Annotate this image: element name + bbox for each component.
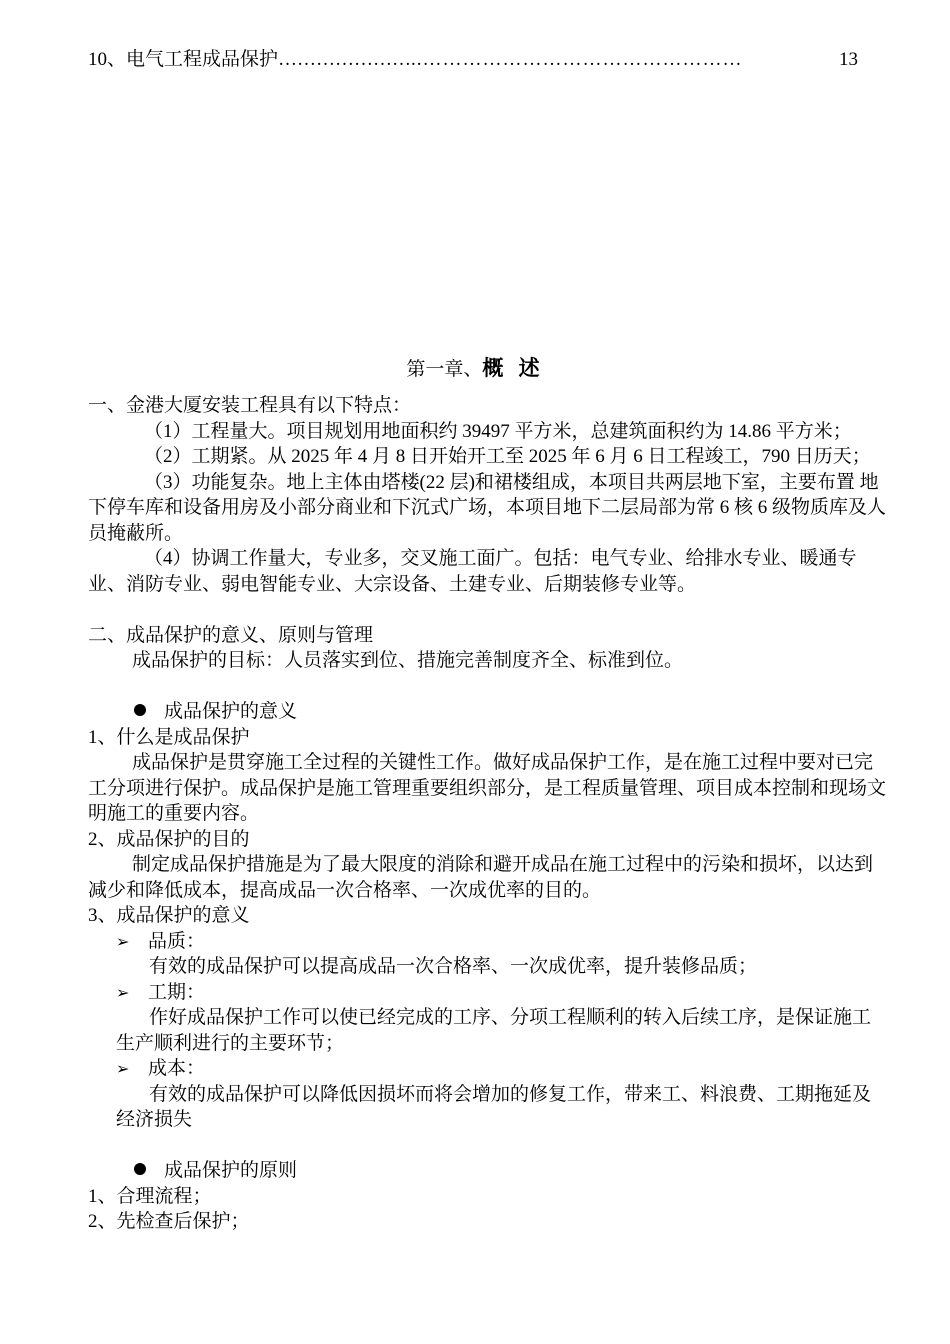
feature-item: （2）工期紧。从 2025 年 4 月 8 日开始开工至 2025 年 6 月 6 日工程竣工，790 日历天； — [144, 446, 871, 467]
arrow-bullet-icon: ➢ — [116, 931, 130, 951]
toc-entry-label: 10、电气工程成品保护 — [88, 49, 279, 70]
toc-entry[interactable] — [88, 44, 858, 72]
toc-leader-dots-2: ..………………………………………… — [411, 49, 743, 70]
bullet-heading — [88, 699, 888, 725]
blank-line — [88, 1133, 888, 1159]
toc-page-number: 13 — [839, 49, 858, 70]
paragraph: 作好成品保护工作可以使已经完成的工序、分项工程顺利的转入后续工序，是保证施工生产顺利进行的主要环节； — [116, 1007, 872, 1054]
bullet-icon — [134, 1163, 146, 1175]
subheading: 3、成品保护的意义 — [88, 905, 250, 926]
point-label: 成本： — [148, 1058, 206, 1079]
principle-item: 1、合理流程； — [88, 1185, 212, 1207]
feature-item: （4）协调工作量大，专业多，交叉施工面广。包括：电气专业、给排水专业、暖通专业、消防专业、弱电智能专业、大宗设备、土建专业、后期装修专业等。 — [88, 548, 857, 595]
toc-leader-dots: ………………… — [278, 49, 412, 70]
point-label: 品质： — [148, 930, 206, 952]
document-body — [88, 393, 888, 1235]
bullet-heading — [88, 1158, 888, 1184]
point-label: 工期： — [148, 981, 206, 1003]
point-body — [88, 954, 888, 980]
blank-line — [88, 597, 888, 623]
paragraph: 制定成品保护措施是为了最大限度的消除和避开成品在施工过程中的污染和损坏，以达到减少和降低成本，提高成品一次合格率、一次成优率的目的。 — [88, 854, 874, 901]
arrow-bullet-icon: ➢ — [116, 1059, 130, 1078]
principle-item: 2、先检查后保护； — [88, 1211, 250, 1232]
subheading: 2、成品保护的目的 — [88, 828, 250, 850]
point-heading — [88, 929, 888, 955]
feature-item: （3）功能复杂。地上主体由塔楼(22 层)和裙楼组成，本项目共两层地下室，主要布置 地下停车库和设备用房及小部分商业和下沉式广场，本项目地下二层局部为常 6 核 6 级物质库及人员掩蔽所。 — [88, 471, 887, 544]
point-heading — [88, 980, 888, 1006]
paragraph: 成品保护是贯穿施工全过程的关键性工作。做好成品保护工作，是在施工过程中要对已完工分项进行保护。成品保护是施工管理重要组织部分，是工程质量管理、项目成本控制和现场文明施工的重要内容。 — [88, 752, 887, 824]
bullet-label: 成品保护的原则 — [164, 1160, 298, 1181]
section-heading: 二、成品保护的意义、原则与管理 — [88, 624, 374, 646]
paragraph: 有效的成品保护可以提高成品一次合格率、一次成优率，提升装修品质； — [149, 956, 758, 977]
chapter-title: 概 述 — [482, 356, 544, 380]
chapter-heading — [0, 352, 950, 382]
chapter-prefix: 第一章、 — [406, 359, 483, 380]
feature-item: （1）工程量大。项目规划用地面积约 39497 平方米，总建筑面积约为 14.86 平方米； — [144, 420, 852, 442]
bullet-icon — [134, 704, 146, 716]
goal-paragraph: 成品保护的目标：人员落实到位、措施完善制度齐全、标准到位。 — [132, 650, 684, 671]
blank-line — [88, 674, 888, 700]
bullet-label: 成品保护的意义 — [164, 701, 298, 722]
paragraph: 有效的成品保护可以降低因损坏而将会增加的修复工作，带来工、料浪费、工期拖延及经济损失 — [116, 1083, 872, 1130]
section-heading: 一、金港大厦安装工程具有以下特点： — [88, 395, 412, 416]
subheading: 1、什么是成品保护 — [88, 726, 250, 748]
point-body — [88, 1005, 888, 1056]
point-body — [88, 1082, 888, 1133]
arrow-bullet-icon: ➢ — [116, 982, 130, 1002]
point-heading — [88, 1056, 888, 1082]
